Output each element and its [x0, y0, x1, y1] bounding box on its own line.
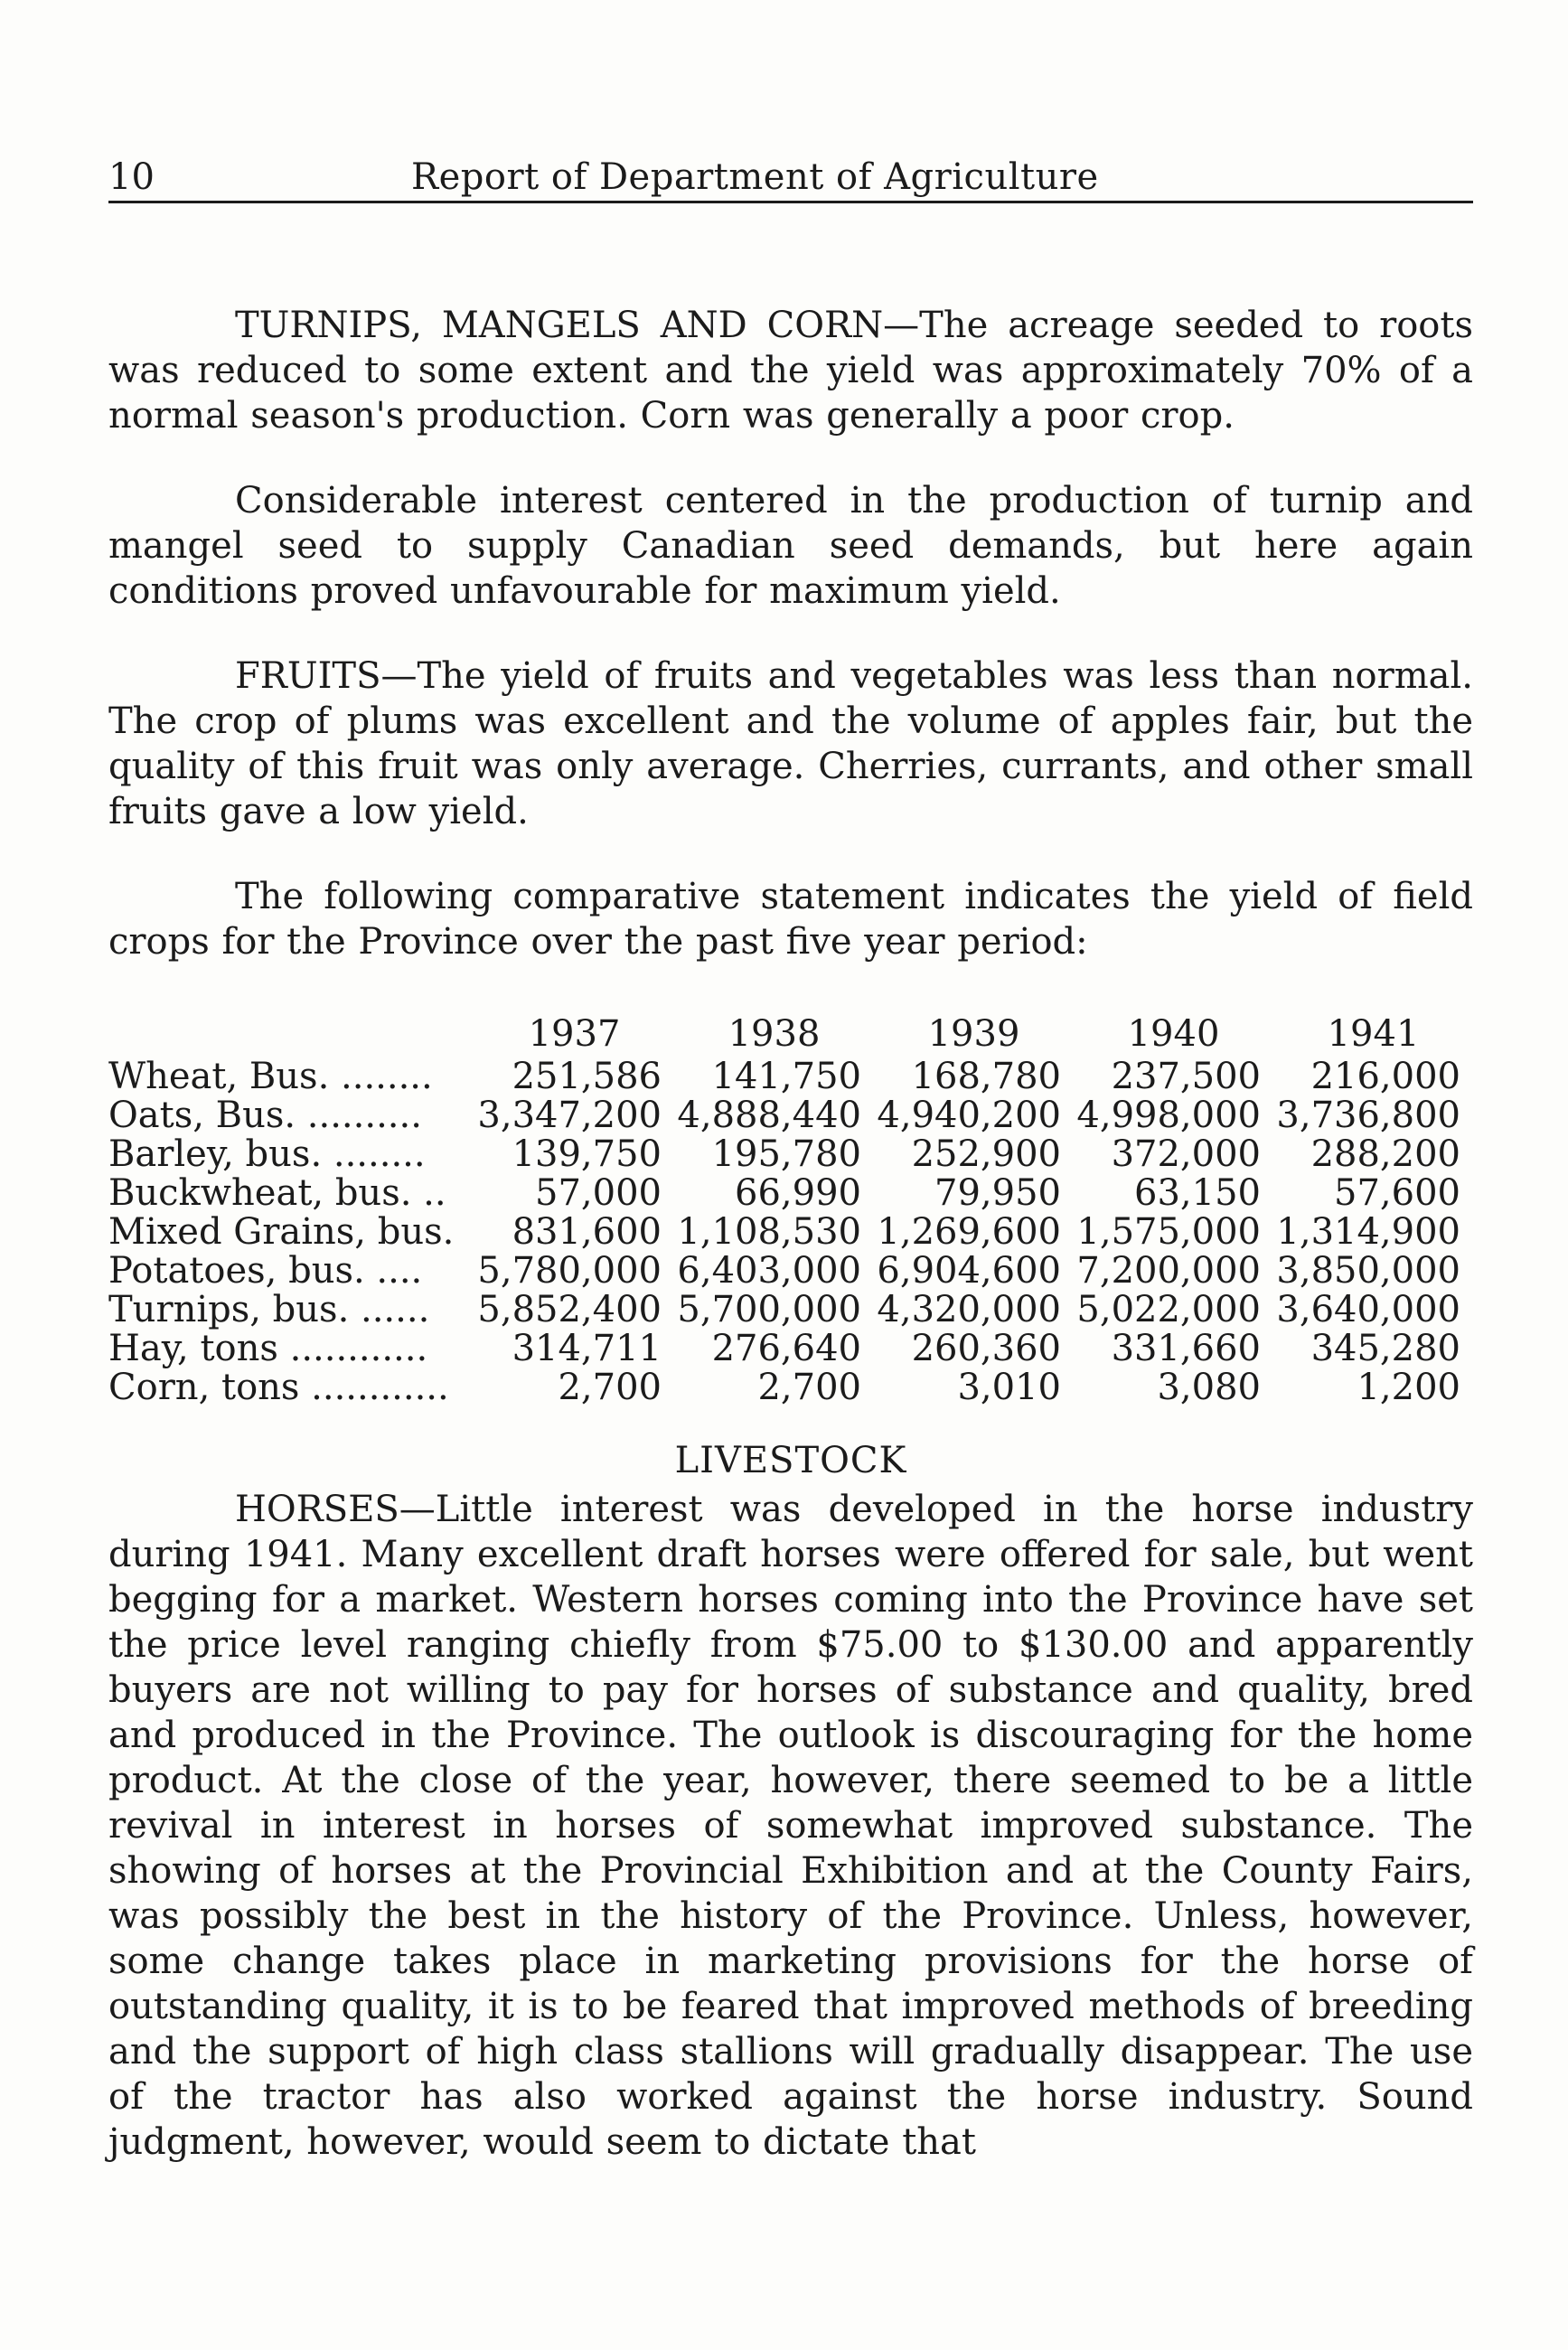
crop-label: Mixed Grains, bus.: [108, 1211, 455, 1253]
column-header-year: 1937: [528, 1013, 621, 1055]
yield-value: 251,586: [512, 1056, 662, 1097]
table-header-row: [108, 1015, 1473, 1058]
yield-value: 5,700,000: [677, 1289, 861, 1330]
yield-value: 4,998,000: [1076, 1095, 1261, 1136]
table-row: [108, 1058, 1473, 1096]
table-row: [108, 1368, 1473, 1407]
field-crop-yield-table: [108, 1015, 1473, 1407]
yield-value: 4,888,440: [677, 1095, 861, 1136]
seed-paragraph: Considerable interest centered in the production of turnip and mangel seed to supply Canadian seed demands, but here again conditions proved unfavourable for maximum yield.: [108, 480, 1473, 612]
yield-value: 63,150: [1134, 1172, 1261, 1214]
page-number: 10: [108, 156, 155, 198]
crop-label: Barley, bus. ........: [108, 1133, 426, 1175]
yield-value: 288,200: [1310, 1133, 1460, 1175]
yield-value: 372,000: [1111, 1133, 1261, 1175]
table-row: [108, 1174, 1473, 1213]
yield-value: 141,750: [711, 1056, 861, 1097]
fruits-paragraph: FRUITS—The yield of fruits and vegetables was less than normal. The crop of plums was excellent and the volume of apples fair, but the quality of this fruit was only average. Cherries, currants, and other small fruits gave a low yield.: [108, 655, 1473, 832]
crop-label: Buckwheat, bus. ..: [108, 1172, 446, 1214]
yield-value: 314,711: [512, 1328, 662, 1369]
yield-value: 168,780: [911, 1056, 1061, 1097]
yield-value: 252,900: [911, 1133, 1061, 1175]
crop-label: Hay, tons ............: [108, 1328, 428, 1369]
yield-value: 66,990: [735, 1172, 861, 1214]
crop-label: Potatoes, bus. ....: [108, 1250, 423, 1292]
column-header-year: 1939: [927, 1013, 1020, 1055]
yield-value: 5,022,000: [1076, 1289, 1261, 1330]
table-header-blank: [108, 1015, 474, 1058]
column-header-year: 1940: [1127, 1013, 1220, 1055]
yield-value: 3,010: [957, 1367, 1061, 1408]
yield-value: 4,940,200: [877, 1095, 1061, 1136]
yield-value: 2,700: [757, 1367, 861, 1408]
yield-value: 195,780: [711, 1133, 861, 1175]
running-title: Report of Department of Agriculture: [411, 156, 1099, 198]
roots-paragraph: TURNIPS, MANGELS AND CORN—The acreage seeded to roots was reduced to some extent and the yield was approximately 70% of a normal season's production. Corn was generally a poor crop.: [108, 305, 1473, 437]
yield-value: 57,000: [535, 1172, 662, 1214]
yield-value: 3,080: [1157, 1367, 1261, 1408]
livestock-heading: LIVESTOCK: [674, 1440, 907, 1481]
table-intro-paragraph: The following comparative statement indicates the yield of field crops for the Province over the past five year period:: [108, 876, 1473, 963]
yield-value: 79,950: [934, 1172, 1061, 1214]
yield-value: 331,660: [1111, 1328, 1261, 1369]
crop-label: Wheat, Bus. ........: [108, 1056, 433, 1097]
yield-value: 7,200,000: [1076, 1250, 1261, 1292]
yield-value: 2,700: [558, 1367, 662, 1408]
yield-value: 3,347,200: [477, 1095, 662, 1136]
yield-value: 831,600: [512, 1211, 662, 1253]
yield-value: 6,403,000: [677, 1250, 861, 1292]
table-row: [108, 1135, 1473, 1174]
yield-value: 57,600: [1334, 1172, 1460, 1214]
yield-value: 5,852,400: [477, 1289, 662, 1330]
yield-value: 6,904,600: [877, 1250, 1061, 1292]
yield-value: 3,850,000: [1276, 1250, 1460, 1292]
yield-value: 1,269,600: [877, 1211, 1061, 1253]
yield-value: 345,280: [1310, 1328, 1460, 1369]
yield-value: 139,750: [512, 1133, 662, 1175]
yield-value: 3,736,800: [1276, 1095, 1460, 1136]
table-row: [108, 1291, 1473, 1330]
yield-value: 237,500: [1111, 1056, 1261, 1097]
yield-value: 276,640: [711, 1328, 861, 1369]
table-row: [108, 1252, 1473, 1291]
yield-value: 1,200: [1357, 1367, 1460, 1408]
yield-value: 216,000: [1310, 1056, 1460, 1097]
crop-label: Turnips, bus. ......: [108, 1289, 430, 1330]
page-header: [108, 145, 1473, 203]
crop-label: Oats, Bus. ..........: [108, 1095, 422, 1136]
yield-value: 1,314,900: [1276, 1211, 1460, 1253]
yield-value: 3,640,000: [1276, 1289, 1460, 1330]
column-header-year: 1941: [1327, 1013, 1420, 1055]
table-row: [108, 1330, 1473, 1368]
yield-value: 1,108,530: [677, 1211, 861, 1253]
crop-label: Corn, tons ............: [108, 1367, 449, 1408]
yield-value: 5,780,000: [477, 1250, 662, 1292]
yield-value: 4,320,000: [877, 1289, 1061, 1330]
table-row: [108, 1213, 1473, 1252]
document-page: [108, 145, 1473, 2165]
column-header-year: 1938: [728, 1013, 821, 1055]
table-row: [108, 1096, 1473, 1135]
yield-value: 1,575,000: [1076, 1211, 1261, 1253]
horses-paragraph: HORSES—Little interest was developed in the horse industry during 1941. Many excellent draft horses were offered for sale, but went begging for a market. Western horses coming into the Province have set the price level ranging chiefly from $75.00 to $130.00 and apparently buyers are not willing to pay for horses of substance and quality, bred and produced in the Province. The outlook is discouraging for the home product. At the close of the year, however, there seemed to be a little revival in interest in horses of somewhat improved substance. The showing of horses at the Provincial Exhibition and at the County Fairs, was possibly the best in the history of the Province. Unless, however, some change takes place in marketing provisions for the horse of outstanding quality, it is to be feared that improved methods of breeding and the support of high class stallions will gradually disappear. The use of the tractor has also worked against the horse industry. Sound judgment, however, would seem to dictate that: [108, 1489, 1473, 2163]
yield-value: 260,360: [911, 1328, 1061, 1369]
